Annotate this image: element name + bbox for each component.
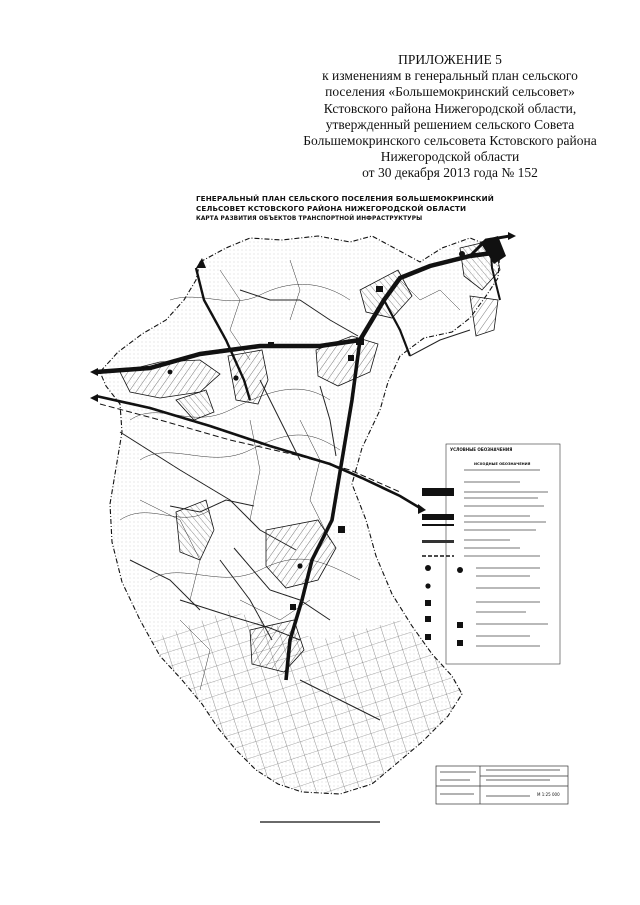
appendix-line: Большемокринского сельсовета Кстовского района: [303, 133, 597, 149]
title-block-stamp: [436, 766, 568, 804]
map-title-line: ГЕНЕРАЛЬНЫЙ ПЛАН СЕЛЬСКОГО ПОСЕЛЕНИЯ БОЛЬШЕМОКРИНСКИЙ: [196, 194, 494, 203]
appendix-line: поселения «Большемокринский сельсовет»: [325, 84, 575, 100]
map-subtitle: КАРТА РАЗВИТИЯ ОБЪЕКТОВ ТРАНСПОРТНОЙ ИНФРАСТРУКТУРЫ: [196, 216, 423, 222]
appendix-date: от 30 декабря 2013 года № 152: [362, 165, 538, 181]
map-legend: [422, 444, 560, 664]
field-grid: [150, 610, 462, 794]
appendix-number: ПРИЛОЖЕНИЕ 5: [398, 52, 502, 67]
appendix-line: к изменениям в генеральный план сельского: [322, 68, 578, 84]
map-title-line: СЕЛЬСОВЕТ КСТОВСКОГО РАЙОНА НИЖЕГОРОДСКОЙ ОБЛАСТИ: [196, 204, 467, 213]
appendix-line: Нижегородской области: [380, 149, 520, 165]
map-scale: М 1:25 000: [537, 792, 560, 797]
appendix-line: утвержденный решением сельского Совета: [325, 116, 575, 132]
legend-section: ИСХОДНЫЕ ОБОЗНАЧЕНИЯ: [474, 462, 531, 466]
legend-heading: УСЛОВНЫЕ ОБОЗНАЧЕНИЯ: [450, 447, 513, 452]
appendix-line: Кстовского района Нижегородской области,: [323, 100, 577, 116]
